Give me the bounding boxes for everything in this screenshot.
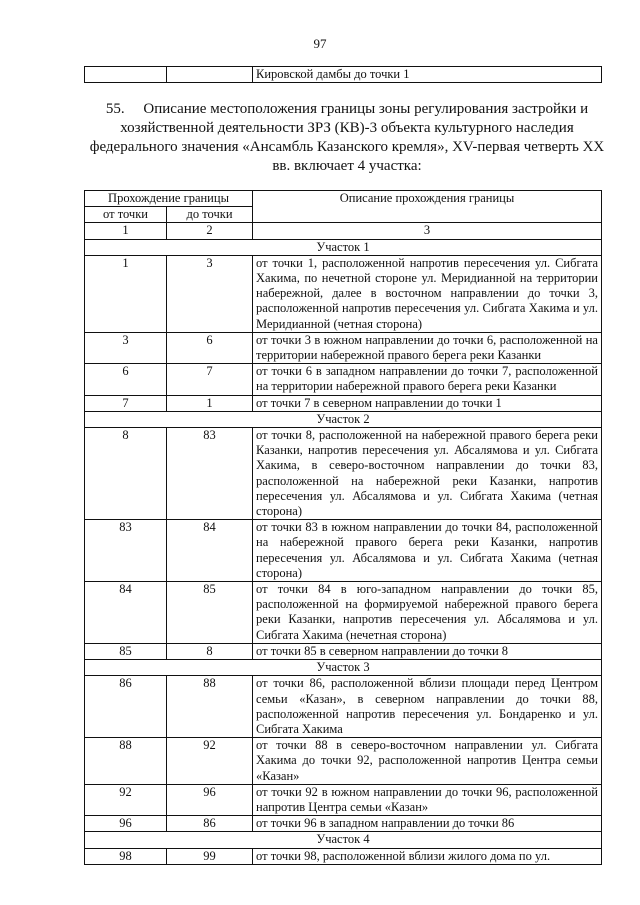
description-cell: от точки 7 в северном направлении до точки 1 [253, 395, 602, 411]
description-cell: от точки 92 в южном направлении до точки 96, расположенной напротив Центра семьи «Казан» [253, 784, 602, 815]
to-cell: 83 [167, 428, 253, 520]
section-row [85, 411, 602, 427]
to-cell: 86 [167, 816, 253, 832]
from-cell: 84 [85, 582, 167, 644]
description-cell: от точки 96 в западном направлении до точки 86 [253, 816, 602, 832]
column-number: 1 [85, 223, 167, 239]
description-cell: от точки 88 в северо-восточном направлении ул. Сибгата Хакима до точки 92, расположенной напротив Центра семьи «Казан» [253, 738, 602, 785]
description-cell: от точки 83 в южном направлении до точки 84, расположенной на набережной правого берега реки Казанки, напротив пересечения ул. Абсалямова и ул. Сибгата Хакима (четная сторона) [253, 520, 602, 582]
from-cell: 88 [85, 738, 167, 785]
from-cell: 8 [85, 428, 167, 520]
table-row [85, 643, 602, 659]
section-row [85, 832, 602, 848]
header-description: Описание прохождения границы [253, 191, 602, 223]
table-row [85, 255, 602, 332]
from-cell: 92 [85, 784, 167, 815]
table-row [85, 520, 602, 582]
from-cell: 3 [85, 332, 167, 363]
description-cell: от точки 85 в северном направлении до точки 8 [253, 643, 602, 659]
header-row [85, 191, 602, 207]
to-cell: 96 [167, 784, 253, 815]
section-heading: 55. Описание местоположения границы зоны регулирования застройки и хозяйственной деятельности ЗРЗ (КВ)-3 объекта культурного наследия федерального значения «Ансамбль Казанского кремля», XV-первая четверть XX вв. включает 4 участка: [89, 101, 605, 174]
header-passage: Прохождение границы [85, 191, 253, 207]
to-cell: 1 [167, 395, 253, 411]
header-to: до точки [167, 207, 253, 223]
table-row [85, 428, 602, 520]
table-row [85, 67, 602, 83]
from-cell: 98 [85, 848, 167, 864]
section-row [85, 660, 602, 676]
boundary-table [84, 190, 602, 865]
to-cell: 92 [167, 738, 253, 785]
section-title: Участок 1 [85, 239, 602, 255]
section-title: Участок 3 [85, 660, 602, 676]
table-row [85, 738, 602, 785]
description-cell: от точки 86, расположенной вблизи площади перед Центром семьи «Казан», в северном направлении до точки 88, расположенной напротив пересечения ул. Бондаренко и ул. Сибгата Хакима [253, 676, 602, 738]
from-cell: 6 [85, 364, 167, 395]
continuation-table [84, 66, 602, 83]
from-cell [85, 67, 167, 83]
table-row [85, 364, 602, 395]
to-cell: 85 [167, 582, 253, 644]
to-cell: 3 [167, 255, 253, 332]
to-cell: 8 [167, 643, 253, 659]
table-row [85, 784, 602, 815]
to-cell: 84 [167, 520, 253, 582]
description-cell: от точки 8, расположенной на набережной правого берега реки Казанки, напротив пересечения ул. Абсалямова и ул. Сибгата Хакима, в северо-восточном направлении до точки 83, расположенной на набережной реки Казанки, напротив пересечения ул. Абсалямова и ул. Сибгата Хакима (четная сторона) [253, 428, 602, 520]
from-cell: 86 [85, 676, 167, 738]
description-cell: от точки 3 в южном направлении до точки 6, расположенной на территории набережной правого берега реки Казанки [253, 332, 602, 363]
description-cell: от точки 1, расположенной напротив пересечения ул. Сибгата Хакима, по нечетной стороне ул. Меридианной на территории набережной, далее в восточном направлении до точки 3, расположенной напротив пересечения ул. Сибгата Хакима и ул. Меридианной (четная сторона) [253, 255, 602, 332]
description-cell: от точки 98, расположенной вблизи жилого дома по ул. [253, 848, 602, 864]
header-from: от точки [85, 207, 167, 223]
description-cell: от точки 84 в юго-западном направлении до точки 85, расположенной на формируемой набережной правого берега реки Казанки, напротив пересечения ул. Абсалямова и ул. Сибгата Хакима (нечетная сторона) [253, 582, 602, 644]
section-title: Участок 2 [85, 411, 602, 427]
table-row [85, 395, 602, 411]
column-number: 2 [167, 223, 253, 239]
description-cell: Кировской дамбы до точки 1 [253, 67, 602, 83]
table-row [85, 332, 602, 363]
page-number: 97 [313, 36, 327, 51]
to-cell: 88 [167, 676, 253, 738]
from-cell: 85 [85, 643, 167, 659]
table-row [85, 816, 602, 832]
from-cell: 1 [85, 255, 167, 332]
from-cell: 7 [85, 395, 167, 411]
to-cell [167, 67, 253, 83]
column-number: 3 [253, 223, 602, 239]
table-row [85, 582, 602, 644]
to-cell: 7 [167, 364, 253, 395]
section-row [85, 239, 602, 255]
table-row [85, 848, 602, 864]
table-body [85, 239, 602, 864]
from-cell: 96 [85, 816, 167, 832]
description-cell: от точки 6 в западном направлении до точки 7, расположенной на территории набережной правого берега реки Казанки [253, 364, 602, 395]
to-cell: 6 [167, 332, 253, 363]
to-cell: 99 [167, 848, 253, 864]
from-cell: 83 [85, 520, 167, 582]
table-row [85, 676, 602, 738]
column-number-row [85, 223, 602, 239]
section-title: Участок 4 [85, 832, 602, 848]
